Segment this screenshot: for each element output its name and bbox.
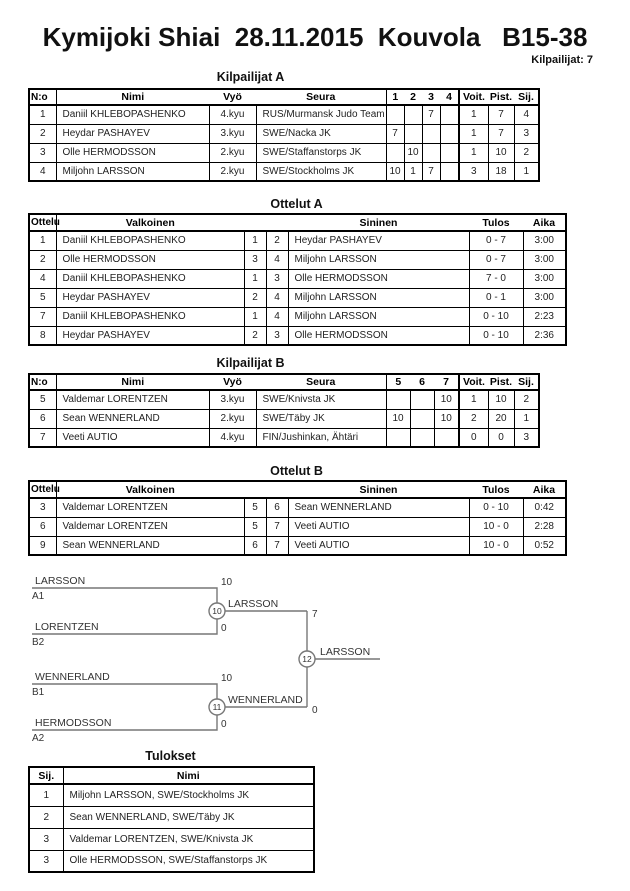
cell-club: SWE/Staffanstorps JK [256,143,386,162]
cell-place: 4 [514,105,539,124]
cell-s3 [422,143,440,162]
cell-place: 2 [514,143,539,162]
cell-name: Olle HERMODSSON, SWE/Staffanstorps JK [63,850,314,872]
cell-club: SWE/Stockholms JK [256,162,386,181]
bracket-semi1-bottom-score: 0 [221,623,227,634]
matches-b-table [28,480,567,556]
cell-match: 8 [29,326,56,345]
matches-a-heading: Ottelut A [270,197,323,211]
bracket-semi1-top-seed: A1 [32,591,45,602]
col-points: Pist. [489,91,513,103]
col-result: Tulos [469,481,523,498]
col-club: Seura [256,374,386,390]
col-club: Seura [256,89,386,105]
bracket-semi2-bottom-score: 0 [221,719,227,730]
cell-wno: 1 [244,307,266,326]
col-s1: 1 [386,89,404,105]
cell-blue: Veeti AUTIO [288,517,469,536]
col-s2: 6 [410,374,434,390]
table-row [29,828,314,850]
cell-wins: 1 [459,124,488,143]
cell-s3: 10 [434,390,459,409]
cell-wins: 1 [459,143,488,162]
cell-no: 4 [29,162,56,181]
table-row [29,269,566,288]
cell-bno: 4 [266,288,288,307]
bracket-semi2-top-score: 10 [221,673,233,684]
cell-points: 20 [488,409,514,428]
cell-blue: Olle HERMODSSON [288,269,469,288]
matches-a-header-row [29,214,566,231]
results-table [28,766,315,873]
cell-name: Valdemar LORENTZEN, SWE/Knivsta JK [63,828,314,850]
cell-blue: Miljohn LARSSON [288,250,469,269]
col-wins: Voit. [459,89,488,105]
cell-place: 2 [514,390,539,409]
cell-white: Valdemar LORENTZEN [56,517,244,536]
cell-no: 1 [29,105,56,124]
cell-time: 0:52 [523,536,566,555]
cell-name: Miljohn LARSSON [56,162,209,181]
cell-place: 3 [514,428,539,447]
cell-white: Heydar PASHAYEV [56,326,244,345]
cell-place: 1 [514,162,539,181]
table-row [29,517,566,536]
cell-result: 0 - 7 [469,250,523,269]
cell-club: SWE/Nacka JK [256,124,386,143]
cell-time: 3:00 [523,231,566,250]
cell-bno: 3 [266,269,288,288]
cell-s2: 10 [404,143,422,162]
cell-white: Olle HERMODSSON [56,250,244,269]
cell-result: 10 - 0 [469,517,523,536]
cell-wno: 6 [244,536,266,555]
cell-blue: Miljohn LARSSON [288,288,469,307]
col-result: Tulos [469,214,523,231]
cell-result: 0 - 7 [469,231,523,250]
cell-s2 [410,428,434,447]
col-wins: Voit. [459,374,488,390]
cell-white: Daniil KHLEBOPASHENKO [56,231,244,250]
cell-bno: 4 [266,250,288,269]
cell-white: Daniil KHLEBOPASHENKO [56,307,244,326]
participants-count: Kilpailijat: 7 [531,54,593,66]
col-wno [244,214,266,231]
cell-s3: 10 [434,409,459,428]
cell-points: 10 [488,390,514,409]
col-s1: 5 [386,374,410,390]
col-name: Nimi [56,374,209,390]
col-s3: 7 [434,374,459,390]
cell-s3: 7 [422,105,440,124]
cell-white: Sean WENNERLAND [56,536,244,555]
cell-place: 3 [29,828,63,850]
bracket-semi2-top-name: WENNERLAND [35,671,110,683]
matches-b-header-row [29,481,566,498]
table-row [29,307,566,326]
table-row [29,850,314,872]
cell-bno: 6 [266,498,288,517]
col-points: Pist. [489,376,513,388]
cell-blue: Olle HERMODSSON [288,326,469,345]
cell-place: 1 [29,784,63,806]
table-row [29,124,539,143]
cell-belt: 4.kyu [209,428,256,447]
cell-match: 4 [29,269,56,288]
cell-points: 7 [488,105,514,124]
col-white: Valkoinen [56,214,244,231]
cell-s2 [404,105,422,124]
table-row [29,428,539,447]
cell-time: 3:00 [523,269,566,288]
pool-b-heading: Kilpailijat B [216,356,285,370]
cell-wno: 5 [244,517,266,536]
matches-a-table [28,213,567,346]
cell-name: Olle HERMODSSON [56,143,209,162]
cell-wins: 1 [459,105,488,124]
bracket-semi2-top-seed: B1 [32,687,45,698]
cell-no: 2 [29,124,56,143]
cell-name: Daniil KHLEBOPASHENKO [56,105,209,124]
cell-belt: 2.kyu [209,162,256,181]
cell-match: 6 [29,517,56,536]
bracket-semi2-bottom-seed: A2 [32,733,45,744]
cell-match: 9 [29,536,56,555]
pool-a-heading: Kilpailijat A [216,70,285,84]
table-row [29,250,566,269]
cell-s1 [386,143,404,162]
cell-blue: Veeti AUTIO [288,536,469,555]
cell-bno: 2 [266,231,288,250]
cell-result: 0 - 10 [469,498,523,517]
cell-time: 3:00 [523,250,566,269]
col-name: Nimi [56,89,209,105]
cell-points: 7 [488,124,514,143]
matches-b-heading: Ottelut B [270,464,323,478]
cell-result: 7 - 0 [469,269,523,288]
cell-wins: 0 [459,428,488,447]
cell-points: 18 [488,162,514,181]
col-blue: Sininen [288,481,469,498]
cell-no: 3 [29,143,56,162]
col-white: Valkoinen [56,481,244,498]
bracket-semi1-top-score: 10 [221,577,233,588]
cell-wins: 1 [459,390,488,409]
cell-s3: 7 [422,162,440,181]
table-row [29,288,566,307]
bracket-semi1-bottom-seed: B2 [32,637,45,648]
bracket-final-bottom-score: 0 [312,705,318,716]
col-no: N:o [29,89,56,105]
col-match: Ottelu [29,481,56,498]
table-row [29,806,314,828]
cell-s1 [386,428,410,447]
cell-match: 3 [29,498,56,517]
cell-match: 5 [29,288,56,307]
cell-time: 2:23 [523,307,566,326]
table-row [29,390,539,409]
bracket-match12-number: 12 [302,654,312,664]
cell-club: SWE/Knivsta JK [256,390,386,409]
bracket-semi1-bottom-name: LORENTZEN [35,621,99,633]
cell-s2 [410,409,434,428]
final-bracket [0,565,420,750]
cell-points: 10 [488,143,514,162]
col-match: Ottelu [29,214,56,231]
cell-wno: 2 [244,288,266,307]
cell-s4 [440,105,459,124]
cell-club: RUS/Murmansk Judo Team [256,105,386,124]
pool-b-table [28,373,540,448]
table-row [29,536,566,555]
table-row [29,143,539,162]
bracket-match11-number: 11 [212,702,222,712]
cell-s2 [410,390,434,409]
cell-name: Veeti AUTIO [56,428,209,447]
cell-match: 7 [29,307,56,326]
cell-result: 0 - 10 [469,326,523,345]
cell-time: 2:28 [523,517,566,536]
cell-wno: 3 [244,250,266,269]
col-place: Sij. [29,767,63,784]
cell-name: Sean WENNERLAND [56,409,209,428]
results-header-row [29,767,314,784]
cell-club: SWE/Täby JK [256,409,386,428]
cell-s4 [440,124,459,143]
bracket-final-winner-name: LARSSON [320,646,371,658]
cell-bno: 7 [266,517,288,536]
cell-no: 6 [29,409,56,428]
col-place: Sij. [514,89,539,105]
bracket-semi1-top-name: LARSSON [35,575,86,587]
cell-white: Heydar PASHAYEV [56,288,244,307]
cell-wins: 3 [459,162,488,181]
cell-s4 [440,162,459,181]
table-row [29,409,539,428]
table-row [29,105,539,124]
cell-name: Miljohn LARSSON, SWE/Stockholms JK [63,784,314,806]
cell-match: 2 [29,250,56,269]
cell-blue: Miljohn LARSSON [288,307,469,326]
cell-s3 [422,124,440,143]
pool-a-table [28,88,540,182]
cell-bno: 7 [266,536,288,555]
col-belt: Vyö [209,89,256,105]
bracket-semi1-winner-name: LARSSON [228,598,279,610]
cell-place: 3 [29,850,63,872]
cell-no: 7 [29,428,56,447]
cell-s1 [386,105,404,124]
cell-s1 [386,390,410,409]
cell-place: 3 [514,124,539,143]
col-time: Aika [523,214,566,231]
cell-blue: Heydar PASHAYEV [288,231,469,250]
col-bno [266,214,288,231]
cell-wno: 1 [244,269,266,288]
cell-name: Sean WENNERLAND, SWE/Täby JK [63,806,314,828]
col-s3: 3 [422,89,440,105]
cell-wno: 1 [244,231,266,250]
cell-name: Valdemar LORENTZEN [56,390,209,409]
cell-s2 [404,124,422,143]
col-no: N:o [29,374,56,390]
cell-points: 0 [488,428,514,447]
col-time: Aika [523,481,566,498]
cell-bno: 4 [266,307,288,326]
col-name: Nimi [63,767,314,784]
col-place: Sij. [514,374,539,390]
table-row [29,326,566,345]
table-row [29,162,539,181]
cell-s1: 7 [386,124,404,143]
cell-bno: 3 [266,326,288,345]
cell-wins: 2 [459,409,488,428]
cell-place: 2 [29,806,63,828]
cell-s1: 10 [386,162,404,181]
cell-white: Valdemar LORENTZEN [56,498,244,517]
pool-a-header-row [29,89,539,105]
col-blue: Sininen [288,214,469,231]
col-wno [244,481,266,498]
col-s2: 2 [404,89,422,105]
col-s4: 4 [440,89,459,105]
cell-club: FIN/Jushinkan, Ähtäri [256,428,386,447]
cell-white: Daniil KHLEBOPASHENKO [56,269,244,288]
cell-blue: Sean WENNERLAND [288,498,469,517]
bracket-match10-number: 10 [212,606,222,616]
bracket-semi2-winner-name: WENNERLAND [228,694,303,706]
table-row [29,784,314,806]
cell-time: 3:00 [523,288,566,307]
cell-s1: 10 [386,409,410,428]
bracket-semi2-bottom-name: HERMODSSON [35,717,112,729]
pool-b-header-row [29,374,539,390]
cell-s2: 1 [404,162,422,181]
cell-s4 [440,143,459,162]
page-title: Kymijoki Shiai 28.11.2015 Kouvola B15-38 [42,22,588,52]
cell-belt: 2.kyu [209,409,256,428]
cell-match: 1 [29,231,56,250]
cell-belt: 3.kyu [209,390,256,409]
cell-time: 2:36 [523,326,566,345]
cell-result: 0 - 1 [469,288,523,307]
table-row [29,498,566,517]
cell-name: Heydar PASHAYEV [56,124,209,143]
cell-result: 10 - 0 [469,536,523,555]
bracket-final-top-score: 7 [312,609,318,620]
cell-belt: 4.kyu [209,105,256,124]
cell-belt: 2.kyu [209,143,256,162]
cell-no: 5 [29,390,56,409]
cell-wno: 2 [244,326,266,345]
cell-time: 0:42 [523,498,566,517]
col-belt: Vyö [209,374,256,390]
cell-place: 1 [514,409,539,428]
col-bno [266,481,288,498]
cell-wno: 5 [244,498,266,517]
cell-result: 0 - 10 [469,307,523,326]
cell-belt: 3.kyu [209,124,256,143]
results-heading: Tulokset [145,749,196,763]
cell-s3 [434,428,459,447]
table-row [29,231,566,250]
